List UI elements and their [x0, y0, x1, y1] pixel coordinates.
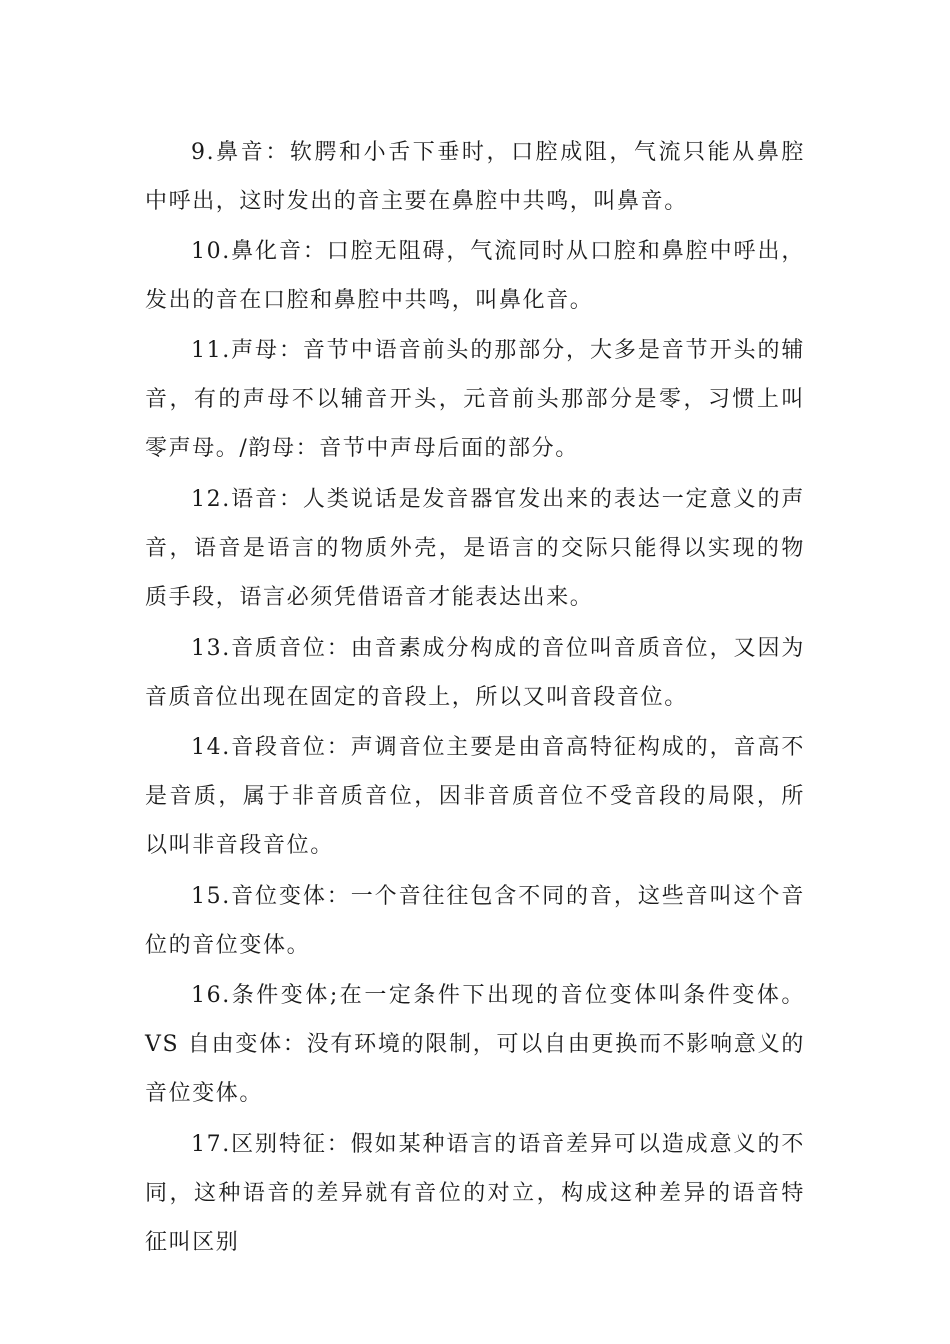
- paragraph-item-15: 15.音位变体：一个音往往包含不同的音，这些音叫这个音位的音位变体。: [145, 884, 805, 958]
- paragraph-item-10: 10.鼻化音：口腔无阻碍，气流同时从口腔和鼻腔中呼出，发出的音在口腔和鼻腔中共鸣，叫鼻化音。: [145, 239, 805, 313]
- paragraph-item-12: 12.语音：人类说话是发音器官发出来的表达一定意义的声音，语音是语言的物质外壳，是语言的交际只能得以实现的物质手段，语言必须凭借语音才能表达出来。: [145, 487, 805, 610]
- paragraph-item-9: 9.鼻音：软腭和小舌下垂时，口腔成阻，气流只能从鼻腔中呼出，这时发出的音主要在鼻腔中共鸣，叫鼻音。: [145, 140, 805, 214]
- paragraph-item-13: 13.音质音位：由音素成分构成的音位叫音质音位，又因为音质音位出现在固定的音段上，所以又叫音段音位。: [145, 636, 805, 710]
- paragraph-item-14: 14.音段音位：声调音位主要是由音高特征构成的，音高不是音质，属于非音质音位，因非音质音位不受音段的局限，所以叫非音段音位。: [145, 735, 805, 858]
- paragraph-item-17: 17.区别特征：假如某种语言的语音差异可以造成意义的不同，这种语音的差异就有音位的对立，构成这种差异的语音特征叫区别: [145, 1132, 805, 1255]
- paragraph-item-11: 11.声母：音节中语音前头的那部分，大多是音节开头的辅音，有的声母不以辅音开头，元音前头那部分是零，习惯上叫零声母。/韵母：音节中声母后面的部分。: [145, 338, 805, 461]
- paragraph-item-16: 16.条件变体;在一定条件下出现的音位变体叫条件变体。VS 自由变体：没有环境的限制，可以自由更换而不影响意义的音位变体。: [145, 983, 805, 1106]
